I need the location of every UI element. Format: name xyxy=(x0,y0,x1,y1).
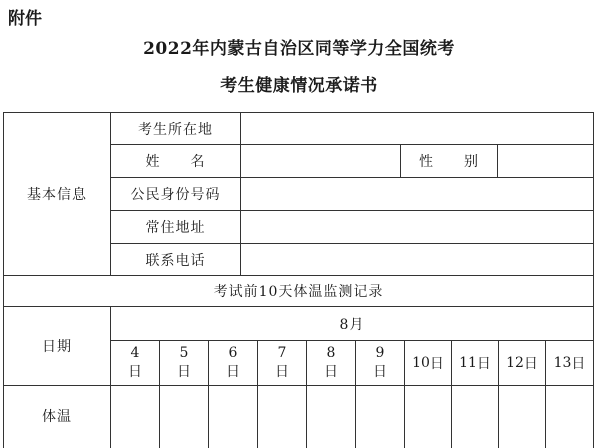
day-number: 9 xyxy=(375,345,385,361)
day-cell xyxy=(209,341,257,385)
id-number-field[interactable] xyxy=(241,178,593,210)
phone-label: 联系电话 xyxy=(145,252,206,269)
address-label: 常住地址 xyxy=(145,220,206,236)
day-suffix: 日 xyxy=(177,364,191,380)
day-number: 7 xyxy=(277,345,287,361)
temperature-input[interactable] xyxy=(111,386,159,446)
day-number: 5 xyxy=(179,345,189,361)
day-number: 4 xyxy=(130,345,140,361)
day-number: 10 xyxy=(412,355,430,371)
attachment-label: 附件 xyxy=(8,9,42,29)
day-number: 12 xyxy=(506,355,524,371)
monitor-header: 考试前10天体温监测记录 xyxy=(213,284,384,300)
day-number: 11 xyxy=(459,355,477,371)
day-suffix: 日 xyxy=(523,356,538,372)
table-rule xyxy=(593,112,594,448)
address-field[interactable] xyxy=(241,211,593,243)
id-number-label: 公民身份号码 xyxy=(130,187,221,203)
temperature-input[interactable] xyxy=(258,386,306,446)
day-cell xyxy=(160,341,208,385)
name-field[interactable] xyxy=(241,145,400,177)
day-suffix: 日 xyxy=(429,356,444,372)
day-cell xyxy=(546,341,593,385)
day-cell xyxy=(499,341,545,385)
name-label: 姓 名 xyxy=(145,154,206,170)
basic-info-label: 基本信息 xyxy=(27,187,87,203)
day-cell xyxy=(405,341,451,385)
temperature-input[interactable] xyxy=(546,386,593,446)
day-cell xyxy=(356,341,404,385)
form-title-line2: 考生健康情况承诺书 xyxy=(220,76,378,96)
temperature-input[interactable] xyxy=(356,386,404,446)
exam-location-field[interactable] xyxy=(241,113,593,144)
temperature-input[interactable] xyxy=(405,386,451,446)
temperature-input[interactable] xyxy=(160,386,208,446)
day-suffix: 日 xyxy=(275,364,289,380)
day-number: 13 xyxy=(553,355,572,371)
exam-location-label: 考生所在地 xyxy=(138,121,213,138)
temperature-input[interactable] xyxy=(307,386,355,446)
gender-field[interactable] xyxy=(498,145,593,177)
gender-label: 性 别 xyxy=(419,154,479,170)
day-cell xyxy=(307,341,355,385)
temperature-input[interactable] xyxy=(209,386,257,446)
day-cell xyxy=(111,341,159,385)
date-label: 日期 xyxy=(42,339,72,355)
day-suffix: 日 xyxy=(324,364,338,380)
form-title-line1: 2022年内蒙古自治区同等学力全国统考 xyxy=(143,39,455,59)
phone-field[interactable] xyxy=(241,244,593,275)
month-label: 8月 xyxy=(339,316,365,333)
day-cell xyxy=(452,341,498,385)
day-number: 8 xyxy=(326,345,336,361)
day-cell xyxy=(258,341,306,385)
day-suffix: 日 xyxy=(226,364,240,380)
temperature-input[interactable] xyxy=(452,386,498,446)
temperature-input[interactable] xyxy=(499,386,545,446)
day-number: 6 xyxy=(228,345,238,361)
day-suffix: 日 xyxy=(128,364,142,380)
day-suffix: 日 xyxy=(476,356,491,372)
day-suffix: 日 xyxy=(373,364,387,380)
day-suffix: 日 xyxy=(571,356,586,372)
temperature-label: 体温 xyxy=(42,409,72,425)
